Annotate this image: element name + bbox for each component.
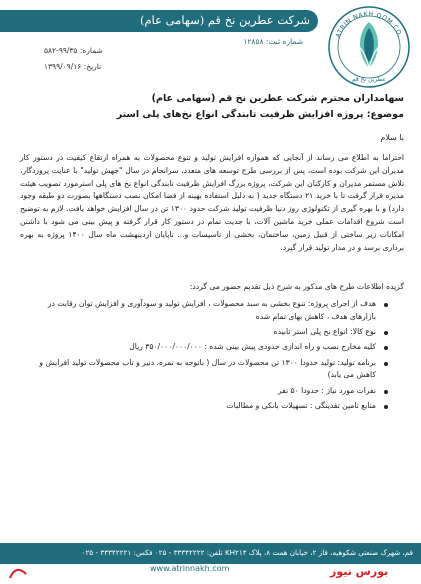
logo-bottom-text: عطرین نخ قم (351, 76, 387, 83)
greeting: با سلام (380, 133, 404, 142)
bullets-intro: گزیده اطلاعات طرح های مذکور به شرح ذیل تقدیم حضور می گردد: (189, 282, 404, 291)
bullet-icon (384, 390, 388, 394)
letter-date: تاریخ: ۱۳۹۹/۰۹/۱۶ (44, 62, 102, 71)
bullet-icon (384, 331, 388, 335)
bullet-icon (384, 303, 388, 307)
registration-number: شماره ثبت: ۱۲۸۵۸ (243, 37, 303, 46)
addressee: سهامداران محترم شرکت عطرین نخ قم (سهامی عام) (151, 93, 404, 104)
list-item: نوع کالا: انواع نخ پلی استر تابیده (20, 326, 390, 339)
project-details-list (20, 298, 390, 415)
watermark-logo: بورس نیوز (330, 565, 389, 578)
footer-band (0, 543, 421, 564)
footer-address: قم، شهرک صنعتی شکوهیه، فاز ۲، خیابان همت ۸، پلاک KH۲۱۴ تلفن: ۳۳۳۴۲۲۲۲ - ۰۲۵ فکس: ۳۳۳۴۲۲۲۱ - ۰۲۵ (81, 548, 413, 557)
logo-ring-text: ATRIN NAKH QOM CO. (334, 10, 404, 39)
company-logo (326, 4, 412, 90)
bullet-icon (384, 362, 388, 366)
list-item: نفرات مورد نیاز : حدودا ۵۰ نفر (20, 385, 390, 398)
subject-line: موضوع: پروژه افزایش ظرفیت تابندگی انواع نخ‌های پلی استر (116, 109, 404, 120)
list-item: برنامه تولید: تولید حدودا ۱۳۰۰ تن محصولات در سال ( باتوجه به نمره، دنیر و تاب محصولات تولید افزایش و کاهش می یابد) (20, 357, 390, 383)
company-name: شرکت عطرین نخ قم (سهامی عام) (139, 13, 310, 27)
list-item: منابع تامین تقدینگی : تسهیلات بانکی و مطالبات (20, 400, 390, 413)
letter-number: شماره: ۹۹/۳۵-۵۸۲ (44, 46, 103, 55)
list-item: کلیه مخارج نصب و راه اندازی حدودی پیش بینی شده : ۳۵۰/۰۰۰/۰۰۰/۰۰۰ ریال (20, 341, 390, 354)
letterhead-band (0, 10, 318, 32)
corner-mark-icon (8, 565, 28, 580)
bullet-icon (384, 346, 388, 350)
body-paragraph: احتراما به اطلاع می رساند از آنجایی که همواره افزایش تولید و تنوع محصولات به همراه ارتقاع کیفیت در دستور کار مدیران این شرکت بوده است، پس از بررسی طرح توسعه های متعدد، سرانجام در سال "جهش تولید" با عنایت پروردگار، تلاش مستمر مدیران و کارکنان این شرکت، پروژه بزرگ افزایش ظرفیت تابندگی انواع نخ های پلی استرمورد تصویب هیئت مدیره قرار گرفت تا با خرید ۲۱ دستگاه جدید ( به دلیل استفاده بهینه از فضا امکان نصب دستگاهها بصورت دو طبقه وجود دارد) و با بهره گیری از تکنولوژی روز دنیا ظرفیت تولید شرکت حدود ۱۳۰۰ تن در سال افزایش خواهد یافت. لازم به توضیح است شروع اقدامات عملی خرید ماشین آلات، با جدیت تمام در دستور کار قرار گرفته و پیش بینی می شود با داشتن امکانات زیر ساختی از قبیل زمین، ساختمان، بخشی از تاسیسات و... تاپایان اردیبهشت ماه سال ۱۴۰۰ پروژه به بهره برداری برسد و در مدار تولید قرار گیرد. (20, 153, 405, 252)
website-link[interactable]: www.atrinnakh.com (150, 564, 230, 573)
bullet-icon (384, 405, 388, 409)
list-item: هدف از اجرای پروژه: تنوع بخشی به سبد محصولات ، افزایش تولید و سودآوری و افزایش توان رقابت در بازارهای هدف ، کاهش بهای تمام شده (20, 298, 390, 324)
